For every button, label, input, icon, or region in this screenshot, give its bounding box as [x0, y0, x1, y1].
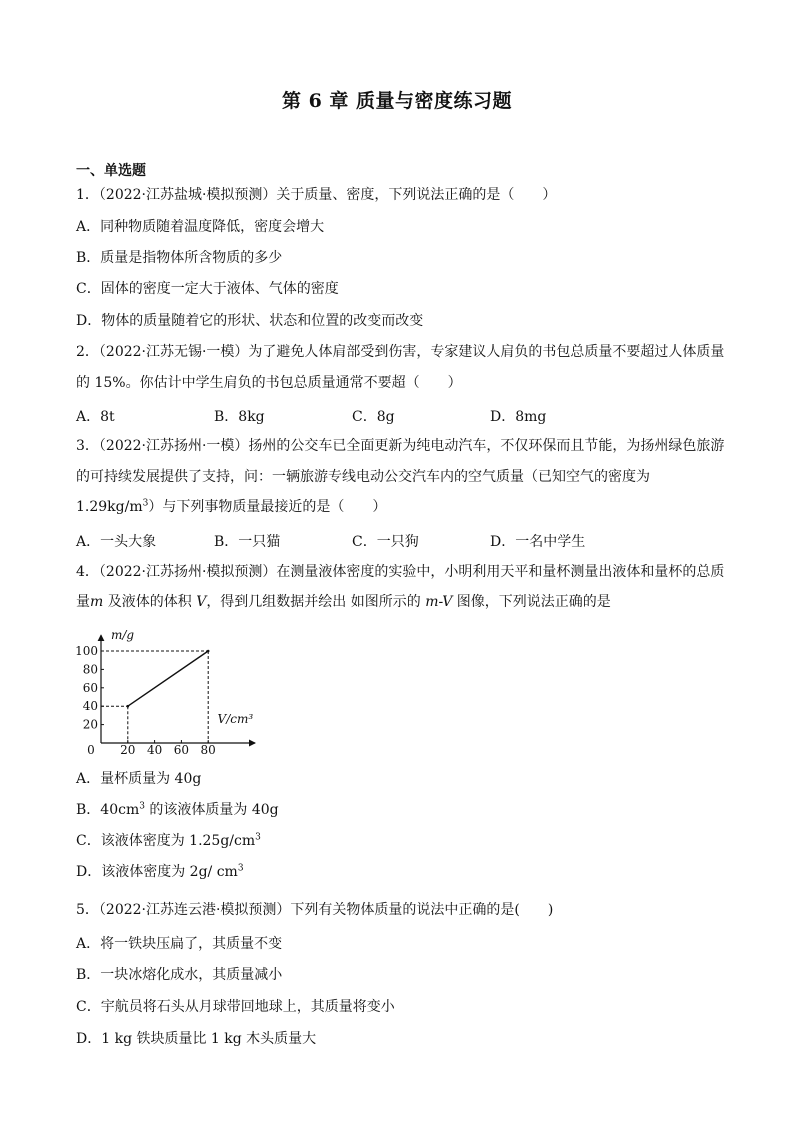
- q4-var-mv: m-V: [425, 594, 453, 610]
- q1-option-d: D．物体的质量随着它的形状、状态和位置的改变而改变: [76, 313, 424, 329]
- y-tick-label: 20: [82, 717, 98, 732]
- q3-options: [76, 531, 585, 551]
- q4-option-c-text: C．该液体密度为 1.25g/cm: [76, 833, 256, 849]
- q4-stem-line2: [76, 593, 611, 611]
- y-tick-label: 100: [75, 644, 98, 658]
- q2-options: [76, 406, 546, 426]
- q5-stem: 5．（2022·江苏连云港·模拟预测）下列有关物体质量的说法中正确的是( ): [76, 902, 554, 918]
- q1-option-c: C．固体的密度一定大于液体、气体的密度: [76, 281, 339, 297]
- q4-option-c: [76, 832, 261, 850]
- q4-stem-line1: 4．（2022·江苏扬州·模拟预测）在测量液体密度的实验中，小明利用天平和量杯测量出液体和量杯的总质: [76, 564, 725, 580]
- q1-option-a: A．同种物质随着温度降低，密度会增大: [76, 219, 325, 235]
- q4-var-v: V: [196, 594, 207, 610]
- q4-option-d-exp: 3: [237, 863, 244, 874]
- x-tick-label: 80: [200, 743, 216, 757]
- y-tick-label: 80: [82, 662, 98, 677]
- q2-option-d: D．8mg: [490, 409, 547, 425]
- q1-option-b: B．质量是指物体所含物质的多少: [76, 250, 283, 266]
- q2-stem-line2: 的 15%。你估计中学生肩负的书包总质量通常不要超（ ）: [76, 375, 462, 391]
- q1-stem: 1．（2022·江苏盐城·模拟预测）关于质量、密度，下列说法正确的是（ ）: [76, 187, 557, 203]
- data-point: [207, 650, 210, 653]
- page-title: 第 6 章 质量与密度练习题: [281, 90, 513, 112]
- y-tick-label: 60: [82, 680, 98, 695]
- data-point: [127, 705, 130, 708]
- q5-option-b: B．一块冰熔化成水，其质量减小: [76, 967, 283, 983]
- q3-density-value: 1.29kg/m: [76, 499, 143, 515]
- q4-option-b: [76, 801, 279, 819]
- q2-option-c: C．8g: [352, 409, 395, 425]
- q4-option-b-text: B．40cm: [76, 802, 140, 818]
- q4-stem-part: 量: [76, 594, 90, 610]
- q4-stem-part: 图像，下列说法正确的是: [452, 594, 611, 610]
- x-tick-label: 0: [87, 743, 95, 757]
- q3-density-exp: 3: [142, 498, 149, 509]
- x-tick-label: 60: [173, 743, 190, 757]
- m-v-graph: [75, 620, 278, 757]
- q3-option-b: B．一只猫: [214, 534, 281, 550]
- q4-option-a: A．量杯质量为 40g: [76, 771, 202, 787]
- q4-var-m: m: [90, 594, 104, 610]
- x-tick-label: 40: [146, 743, 163, 757]
- q2-option-a: A．8t: [76, 409, 115, 425]
- q3-option-a: A．一头大象: [76, 534, 157, 550]
- q4-stem-part: 及液体的体积: [103, 594, 197, 610]
- q3-option-c: C．一只狗: [352, 534, 419, 550]
- graph-plot-area: [75, 628, 255, 757]
- q3-stem-line3: [76, 498, 386, 516]
- q5-option-c: C．宇航员将石头从月球带回地球上，其质量将变小: [76, 999, 395, 1015]
- q3-option-d: D．一名中学生: [490, 534, 586, 550]
- q4-option-b-tail: 的该液体质量为 40g: [144, 802, 279, 818]
- q5-option-a: A．将一铁块压扁了，其质量不变: [76, 936, 283, 952]
- q3-stem-line2: 的可持续发展提供了支持，问：一辆旅游专线电动公交汽车内的空气质量（已知空气的密度为: [76, 469, 650, 485]
- q3-stem-line1: 3．（2022·江苏扬州·一模）扬州的公交车已全面更新为纯电动汽车，不仅环保而且节能，为扬州绿色旅游: [76, 438, 725, 454]
- y-axis-label: m/g: [111, 628, 135, 643]
- x-axis-label: V/cm³: [217, 712, 254, 726]
- q4-stem-part: ，得到几组数据并绘出 如图所示的: [206, 594, 426, 610]
- q4-option-d-text: D．该液体密度为 2g/ cm: [76, 864, 238, 880]
- q4-option-d: [76, 863, 244, 881]
- q4-option-b-exp: 3: [139, 801, 145, 812]
- q3-stem-tail: ）与下列事物质量最接近的是（ ）: [148, 499, 387, 515]
- series-line: [128, 651, 208, 706]
- section-heading: 一、单选题: [76, 163, 146, 179]
- q2-stem-line1: 2．（2022·江苏无锡·一模）为了避免人体肩部受到伤害，专家建议人肩负的书包总质量不要超过人体质量: [76, 344, 725, 360]
- q2-option-b: B．8kg: [214, 409, 265, 425]
- y-tick-label: 40: [82, 699, 98, 714]
- q4-option-c-exp: 3: [255, 832, 261, 843]
- q5-option-d: D．1 kg 铁块质量比 1 kg 木头质量大: [76, 1031, 317, 1047]
- x-tick-label: 20: [120, 743, 136, 757]
